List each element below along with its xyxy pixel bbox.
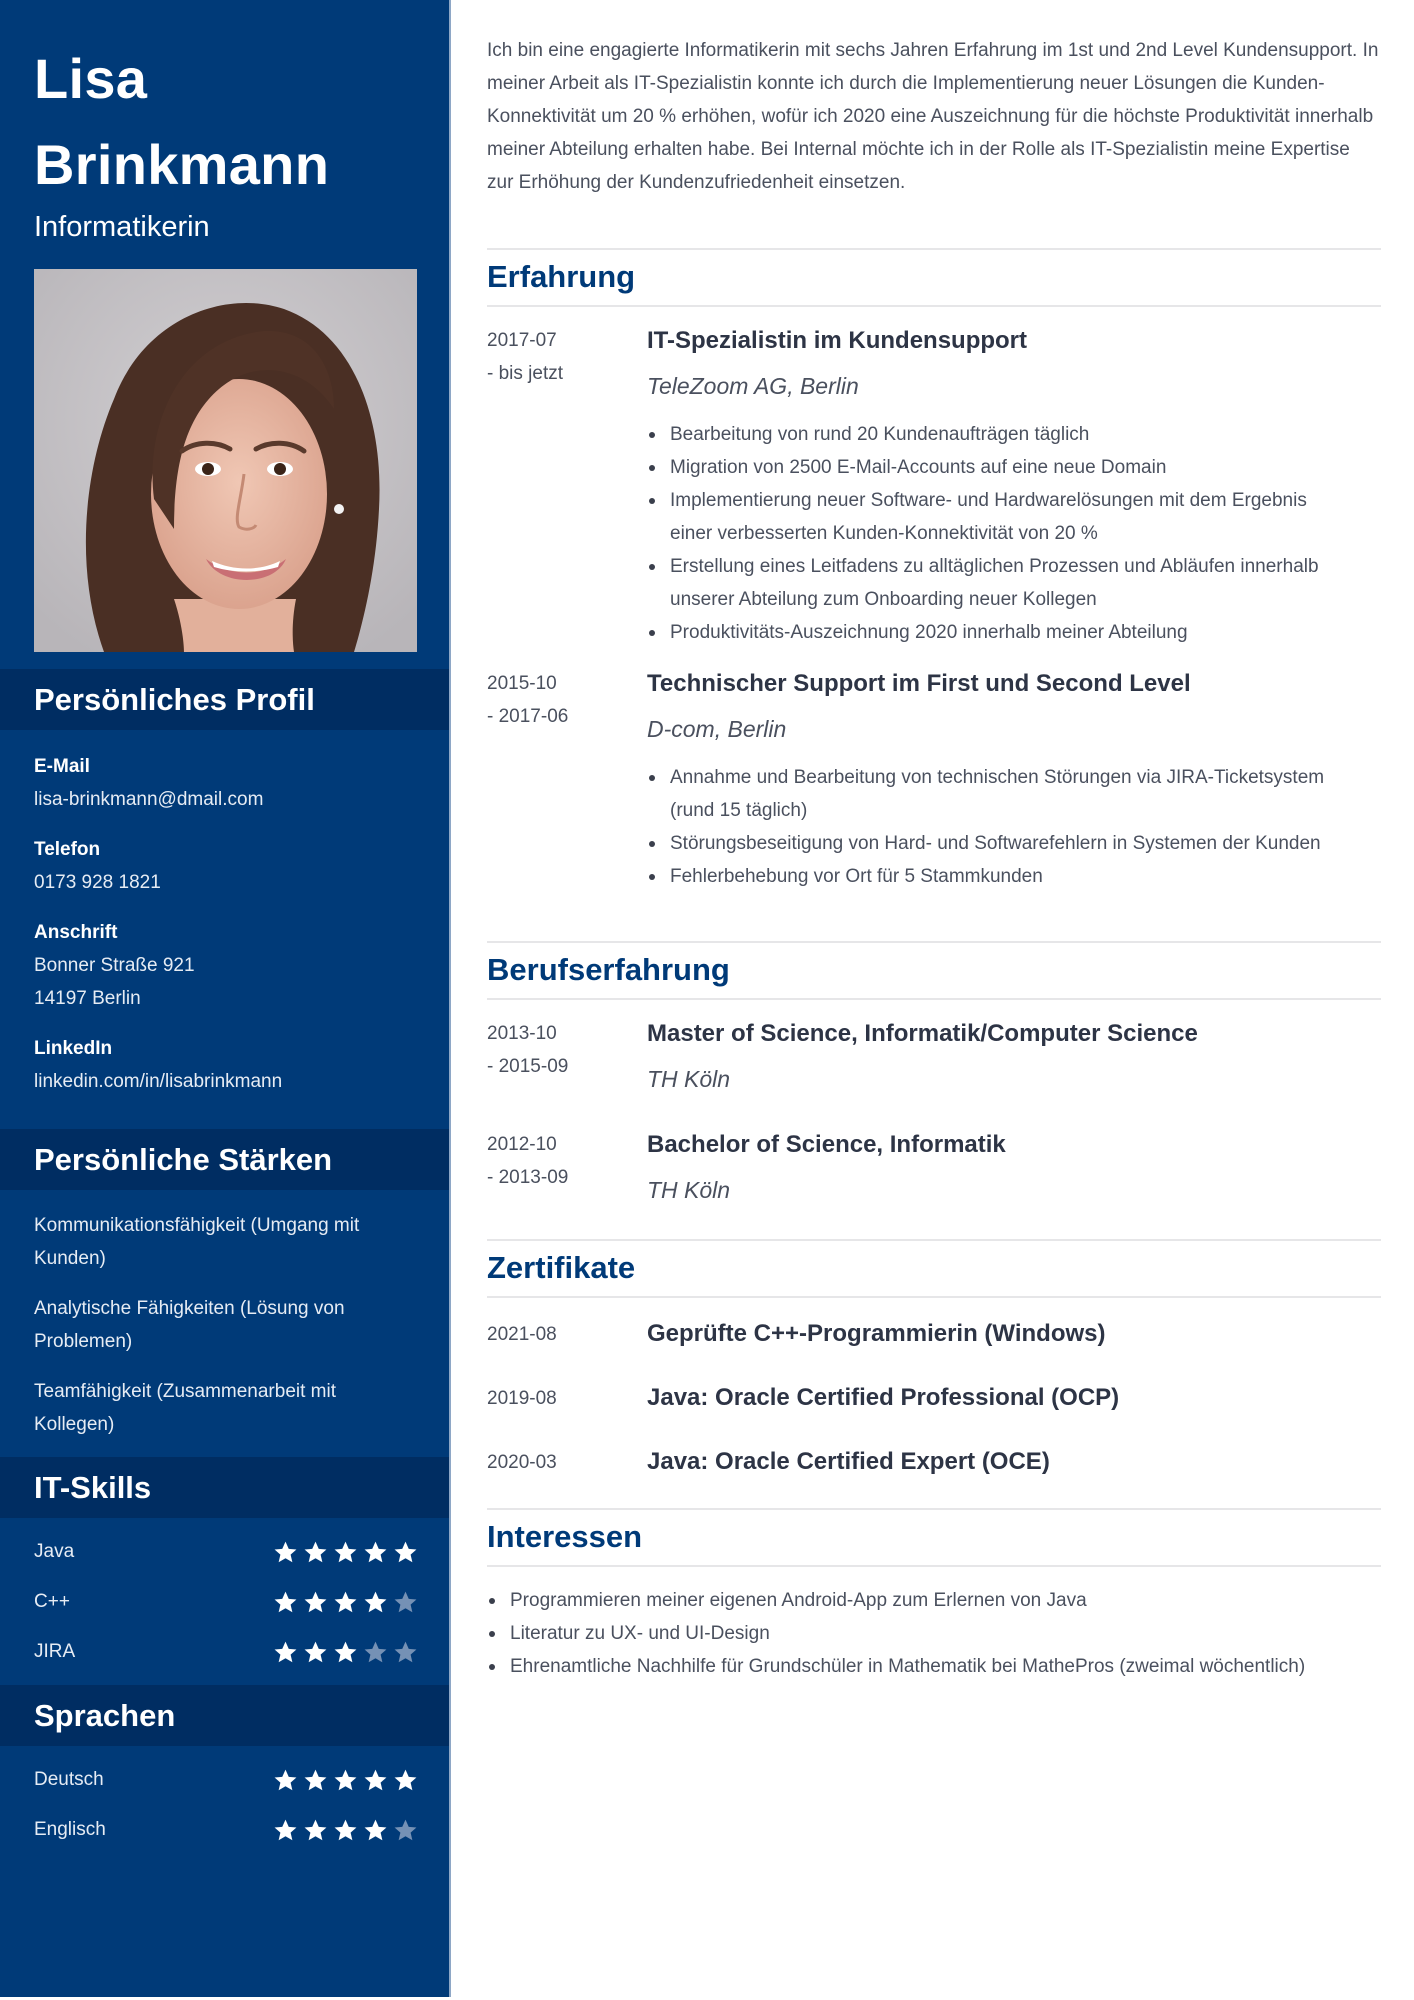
strength-item: Analytische Fähigkeiten (Lösung von Problemen) [34, 1298, 345, 1352]
star-icon [273, 1590, 298, 1615]
language-row-deutsch [34, 1755, 418, 1805]
certificate-entry [487, 1378, 1381, 1418]
email-label: E-Mail [34, 756, 90, 777]
job-bullet: Störungsbeseitigung von Hard- und Softwarefehlern in Systemen der Kunden [647, 827, 1347, 860]
email-group [34, 750, 434, 816]
job-company: TeleZoom AG, Berlin [647, 373, 859, 399]
certificate-date: 2021-08 [487, 1324, 557, 1345]
address-line-1: Bonner Straße 921 [34, 955, 195, 976]
job-company: D-com, Berlin [647, 716, 787, 742]
languages-heading: Sprachen [34, 1698, 176, 1733]
star-icon [363, 1640, 388, 1665]
star-icon [393, 1640, 418, 1665]
star-icon [303, 1640, 328, 1665]
star-icon [363, 1768, 388, 1793]
date-end: - 2017-06 [487, 706, 569, 727]
skill-label: JIRA [34, 1641, 76, 1662]
certificate-entry [487, 1314, 1381, 1354]
address-group [34, 916, 434, 1015]
certificate-title: Geprüfte C++-Programmierin (Windows) [647, 1320, 1106, 1347]
divider [487, 305, 1381, 307]
interests-list [487, 1584, 1317, 1683]
star-rating [273, 1768, 418, 1793]
strengths-list [34, 1209, 394, 1458]
first-name: Lisa [34, 47, 148, 110]
job-bullet: Produktivitäts-Auszeichnung 2020 innerhalb meiner Abteilung [647, 616, 1347, 649]
certificate-title: Java: Oracle Certified Professional (OCP) [647, 1384, 1120, 1411]
it-skills-section-header [0, 1457, 449, 1518]
language-row-englisch [34, 1805, 418, 1855]
school-name: TH Köln [647, 1066, 731, 1092]
date-end: - 2013-09 [487, 1167, 569, 1188]
divider [487, 941, 1381, 943]
certificate-date: 2019-08 [487, 1388, 557, 1409]
interest-item: Literatur zu UX- und UI-Design [487, 1617, 1317, 1650]
star-icon [363, 1590, 388, 1615]
star-rating [273, 1640, 418, 1665]
interest-item: Programmieren meiner eigenen Android-App zum Erlernen von Java [487, 1584, 1317, 1617]
job-bullet: Bearbeitung von rund 20 Kundenaufträgen täglich [647, 418, 1347, 451]
last-name: Brinkmann [34, 133, 330, 196]
strength-item: Teamfähigkeit (Zusammenarbeit mit Kollegen) [34, 1381, 336, 1435]
job-title: IT-Spezialistin im Kundensupport [647, 327, 1028, 354]
skill-row-cpp [34, 1577, 418, 1627]
profile-photo [34, 269, 417, 652]
divider [487, 1508, 1381, 1510]
linkedin-group [34, 1032, 434, 1098]
contact-info [34, 750, 434, 1115]
job-bullet: Annahme und Bearbeitung von technischen Störungen via JIRA-Ticketsystem (rund 15 täglich) [647, 761, 1347, 827]
divider [487, 1565, 1381, 1567]
star-icon [393, 1540, 418, 1565]
date-end: - 2015-09 [487, 1056, 569, 1077]
profile-section-header [0, 669, 449, 730]
star-rating [273, 1818, 418, 1843]
job-dates [487, 324, 637, 390]
phone-label: Telefon [34, 839, 101, 860]
phone-value[interactable]: 0173 928 1821 [34, 872, 161, 893]
certificate-date: 2020-03 [487, 1452, 557, 1473]
address-label: Anschrift [34, 922, 118, 943]
interests-heading: Interessen [487, 1519, 643, 1554]
portrait-image [34, 269, 417, 652]
star-rating [273, 1590, 418, 1615]
star-icon [333, 1818, 358, 1843]
job-bullet: Implementierung neuer Software- und Hardwarelösungen mit dem Ergebnis einer verbesserten Kunden-Konnektivität von 20 % [647, 484, 1347, 550]
job-dates [487, 667, 637, 733]
it-skills-heading: IT-Skills [34, 1470, 152, 1505]
linkedin-label: LinkedIn [34, 1038, 113, 1059]
date-end: - bis jetzt [487, 363, 564, 384]
candidate-name [34, 36, 434, 208]
profile-heading: Persönliches Profil [34, 682, 315, 717]
star-icon [273, 1540, 298, 1565]
skill-row-java [34, 1527, 418, 1577]
degree-title: Master of Science, Informatik/Computer Science [647, 1020, 1198, 1047]
star-icon [303, 1768, 328, 1793]
date-start: 2012-10 [487, 1134, 557, 1155]
it-skills-list [34, 1527, 418, 1677]
certificates-heading: Zertifikate [487, 1250, 636, 1285]
strength-item: Kommunikationsfähigkeit (Umgang mit Kunden) [34, 1215, 360, 1269]
star-icon [303, 1818, 328, 1843]
star-rating [273, 1540, 418, 1565]
skill-label: Java [34, 1541, 75, 1562]
star-icon [273, 1818, 298, 1843]
star-icon [333, 1768, 358, 1793]
phone-group [34, 833, 434, 899]
star-icon [333, 1540, 358, 1565]
skill-row-jira [34, 1627, 418, 1677]
languages-section-header [0, 1685, 449, 1746]
education-dates [487, 1017, 637, 1083]
school-name: TH Köln [647, 1177, 731, 1203]
star-icon [273, 1768, 298, 1793]
language-label: Englisch [34, 1819, 106, 1840]
profile-summary: Ich bin eine engagierte Informatikerin mit sechs Jahren Erfahrung im 1st und 2nd Level Kundensupport. In meiner Arbeit als IT-Spezialistin konnte ich durch die Implementierung neuer Lösungen die Kunden-Konnektivität um 20 % erhöhen, wofür ich 2020 eine Auszeichnung für die höchste Produktivität innerhalb meiner Abteilung erhalten habe. Bei Internal möchte ich in der Rolle als IT-Spezialistin meine Expertise zur Erhöhung der Kundenzufriedenheit einsetzen. [487, 40, 1379, 193]
job-bullet: Fehlerbehebung vor Ort für 5 Stammkunden [647, 860, 1347, 893]
job-title: Informatikerin [34, 211, 210, 243]
star-icon [363, 1540, 388, 1565]
interest-item: Ehrenamtliche Nachhilfe für Grundschüler in Mathematik bei MathePros (zweimal wöchentlich) [487, 1650, 1317, 1683]
job-bullets [647, 761, 1347, 893]
star-icon [303, 1590, 328, 1615]
experience-heading: Erfahrung [487, 259, 636, 294]
star-icon [393, 1818, 418, 1843]
degree-title: Bachelor of Science, Informatik [647, 1131, 1006, 1158]
date-start: 2013-10 [487, 1023, 557, 1044]
divider [487, 248, 1381, 250]
date-start: 2017-07 [487, 330, 557, 351]
star-icon [273, 1640, 298, 1665]
education-heading: Berufserfahrung [487, 952, 730, 987]
email-value[interactable]: lisa-brinkmann@dmail.com [34, 789, 264, 810]
job-title: Technischer Support im First und Second Level [647, 670, 1191, 697]
job-bullets [647, 418, 1347, 649]
education-dates [487, 1128, 637, 1194]
job-bullet: Erstellung eines Leitfadens zu alltäglichen Prozessen und Abläufen innerhalb unserer Abteilung zum Onboarding neuer Kollegen [647, 550, 1347, 616]
languages-list [34, 1755, 418, 1855]
certificate-title: Java: Oracle Certified Expert (OCE) [647, 1448, 1050, 1475]
address-line-2: 14197 Berlin [34, 988, 141, 1009]
star-icon [393, 1768, 418, 1793]
sidebar [0, 0, 451, 1997]
star-icon [393, 1590, 418, 1615]
skill-label: C++ [34, 1591, 70, 1612]
star-icon [303, 1540, 328, 1565]
star-icon [333, 1640, 358, 1665]
divider [487, 1296, 1381, 1298]
job-bullet: Migration von 2500 E-Mail-Accounts auf eine neue Domain [647, 451, 1347, 484]
star-icon [333, 1590, 358, 1615]
strengths-section-header [0, 1129, 449, 1190]
divider [487, 998, 1381, 1000]
star-icon [363, 1818, 388, 1843]
language-label: Deutsch [34, 1769, 104, 1790]
divider [487, 1239, 1381, 1241]
certificate-entry [487, 1442, 1381, 1482]
linkedin-link[interactable]: linkedin.com/in/lisabrinkmann [34, 1071, 283, 1092]
strengths-heading: Persönliche Stärken [34, 1142, 333, 1177]
date-start: 2015-10 [487, 673, 557, 694]
